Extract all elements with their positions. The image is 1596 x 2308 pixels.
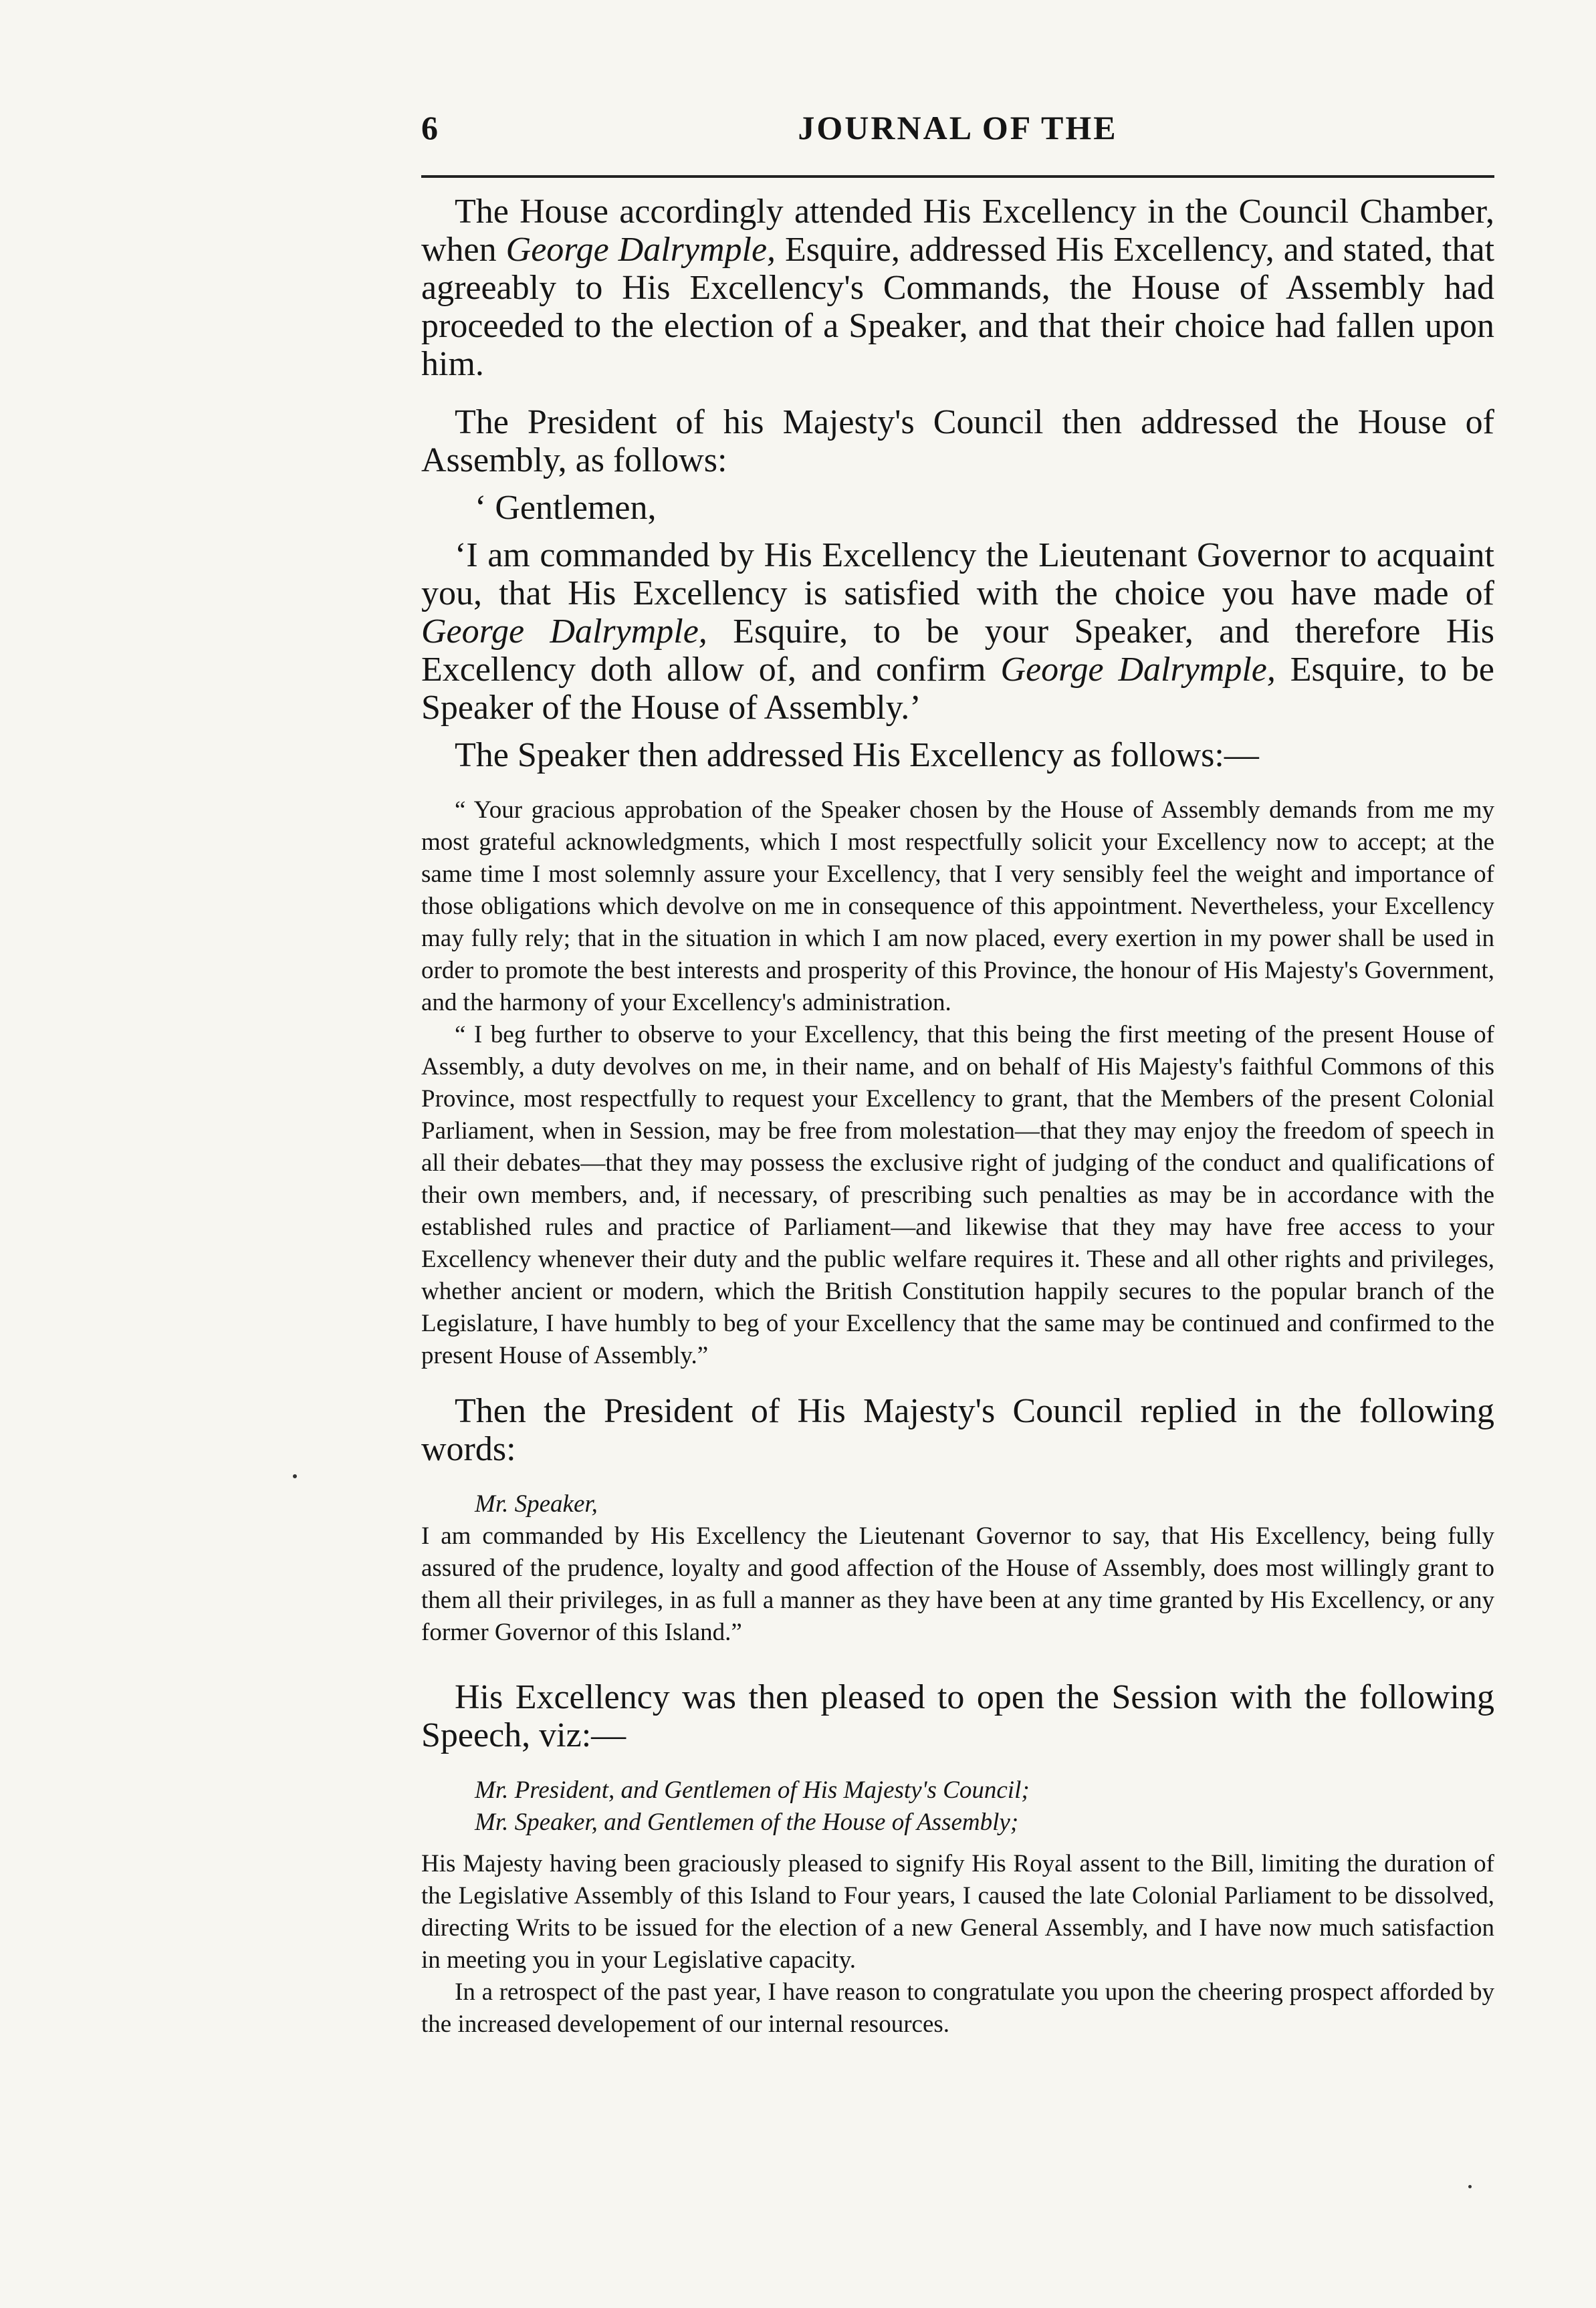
- page-number: 6: [421, 109, 438, 146]
- paragraph-president-address: The President of his Majesty's Council then addressed the House of Assembly, as follows:: [421, 403, 1494, 479]
- paragraph-speech-2: In a retrospect of the past year, I have reason to congratulate you upon the cheering prospect afforded by the increased developement of our internal resources.: [421, 1978, 1494, 2038]
- paragraph-session-opening: His Excellency was then pleased to open the Session with the following Speech, viz:—: [421, 1678, 1494, 1754]
- salutation-mr-speaker: Mr. Speaker,: [475, 1490, 598, 1518]
- paragraph-president-reply-intro: Then the President of His Majesty's Council replied in the following words:: [421, 1392, 1494, 1468]
- page-body: [421, 193, 1494, 2041]
- margin-speck: [1468, 2185, 1472, 2188]
- page-header: [421, 108, 1494, 162]
- paragraph-speaker-reply-2: “ I beg further to observe to your Excellency, that this being the first meeting of the present House of Assembly, a duty devolves on me, in their name, and on behalf of His Majesty's faithful Commons of this Province, most respectfully to request your Excellency to grant, that the Members of the present Colonial Parliament, when in Session, may be free from molestation—that they may enjoy the freedom of speech in all their debates—that they may possess the exclusive right of judging of the conduct and qualifications of their own members, and, if necessary, of prescribing such penalties as may be in accordance with the established rules and practice of Parliament—and likewise that they may have free access to your Excellency whenever their duty and the public welfare requires it. These and all other rights and privileges, whether ancient or modern, which the British Constitution happily secures to the popular branch of the Legislature, I have humbly to beg of your Excellency that the same may be continued and confirmed to the present House of Assembly.”: [421, 1021, 1494, 1369]
- paragraph-speaker-reply-intro: The Speaker then addressed His Excellency as follows:—: [455, 736, 1259, 774]
- paragraph-speech-1: His Majesty having been graciously pleased to signify His Royal assent to the Bill, limiting the duration of the Legislative Assembly of this Island to Four years, I caused the late Colonial Parliament to be dissolved, directing Writs to be issued for the election of a new General Assembly, and I have now much satisfaction in meeting you in your Legislative capacity.: [421, 1850, 1494, 1974]
- paragraph-attendance: The House accordingly attended His Excellency in the Council Chamber, when George Dalrymple, Esquire, addressed His Excellency, and stated, that agreeably to His Excellency's Commands, the House of Assembly had proceeded to the election of a Speaker, and that their choice had fallen upon him.: [421, 193, 1495, 383]
- paragraph-speaker-reply-1: “ Your gracious approbation of the Speaker chosen by the House of Assembly demands from me my most grateful acknowledgments, which I most respectfully solicit your Excellency now to accept; at the same time I most solemnly assure your Excellency, that I very sensibly feel the weight and importance of those obligations which devolve on me in consequence of this appointment. Nevertheless, your Excellency may fully rely; that in the situation in which I am now placed, every exertion in my power shall be used in order to promote the best interests and prosperity of this Province, the honour of His Majesty's Government, and the harmony of your Excellency's administration.: [421, 796, 1494, 1016]
- margin-speck: [293, 1474, 297, 1478]
- running-head: JOURNAL OF THE: [798, 109, 1118, 146]
- paragraph-speaker-confirmation: ‘I am commanded by His Excellency the Lieutenant Governor to acquaint you, that His Excellency is satisfied with the choice you have made of George Dalrymple, Esquire, to be your Speaker, and therefore His Excellency doth allow of, and confirm George Dalrymple, Esquire, to be Speaker of the House of Assembly.’: [421, 536, 1495, 727]
- header-rule: [421, 175, 1494, 178]
- salutation-gentlemen: ‘ Gentlemen,: [475, 489, 657, 527]
- salutation-council: Mr. President, and Gentlemen of His Majesty's Council;: [475, 1776, 1030, 1804]
- salutation-assembly: Mr. Speaker, and Gentlemen of the House of Assembly;: [475, 1809, 1019, 1836]
- paragraph-president-reply: I am commanded by His Excellency the Lieutenant Governor to say, that His Excellency, being fully assured of the prudence, loyalty and good affection of the House of Assembly, does most willingly grant to them all their privileges, in as full a manner as they have been at any time granted by His Excellency, or any former Governor of this Island.”: [421, 1522, 1494, 1646]
